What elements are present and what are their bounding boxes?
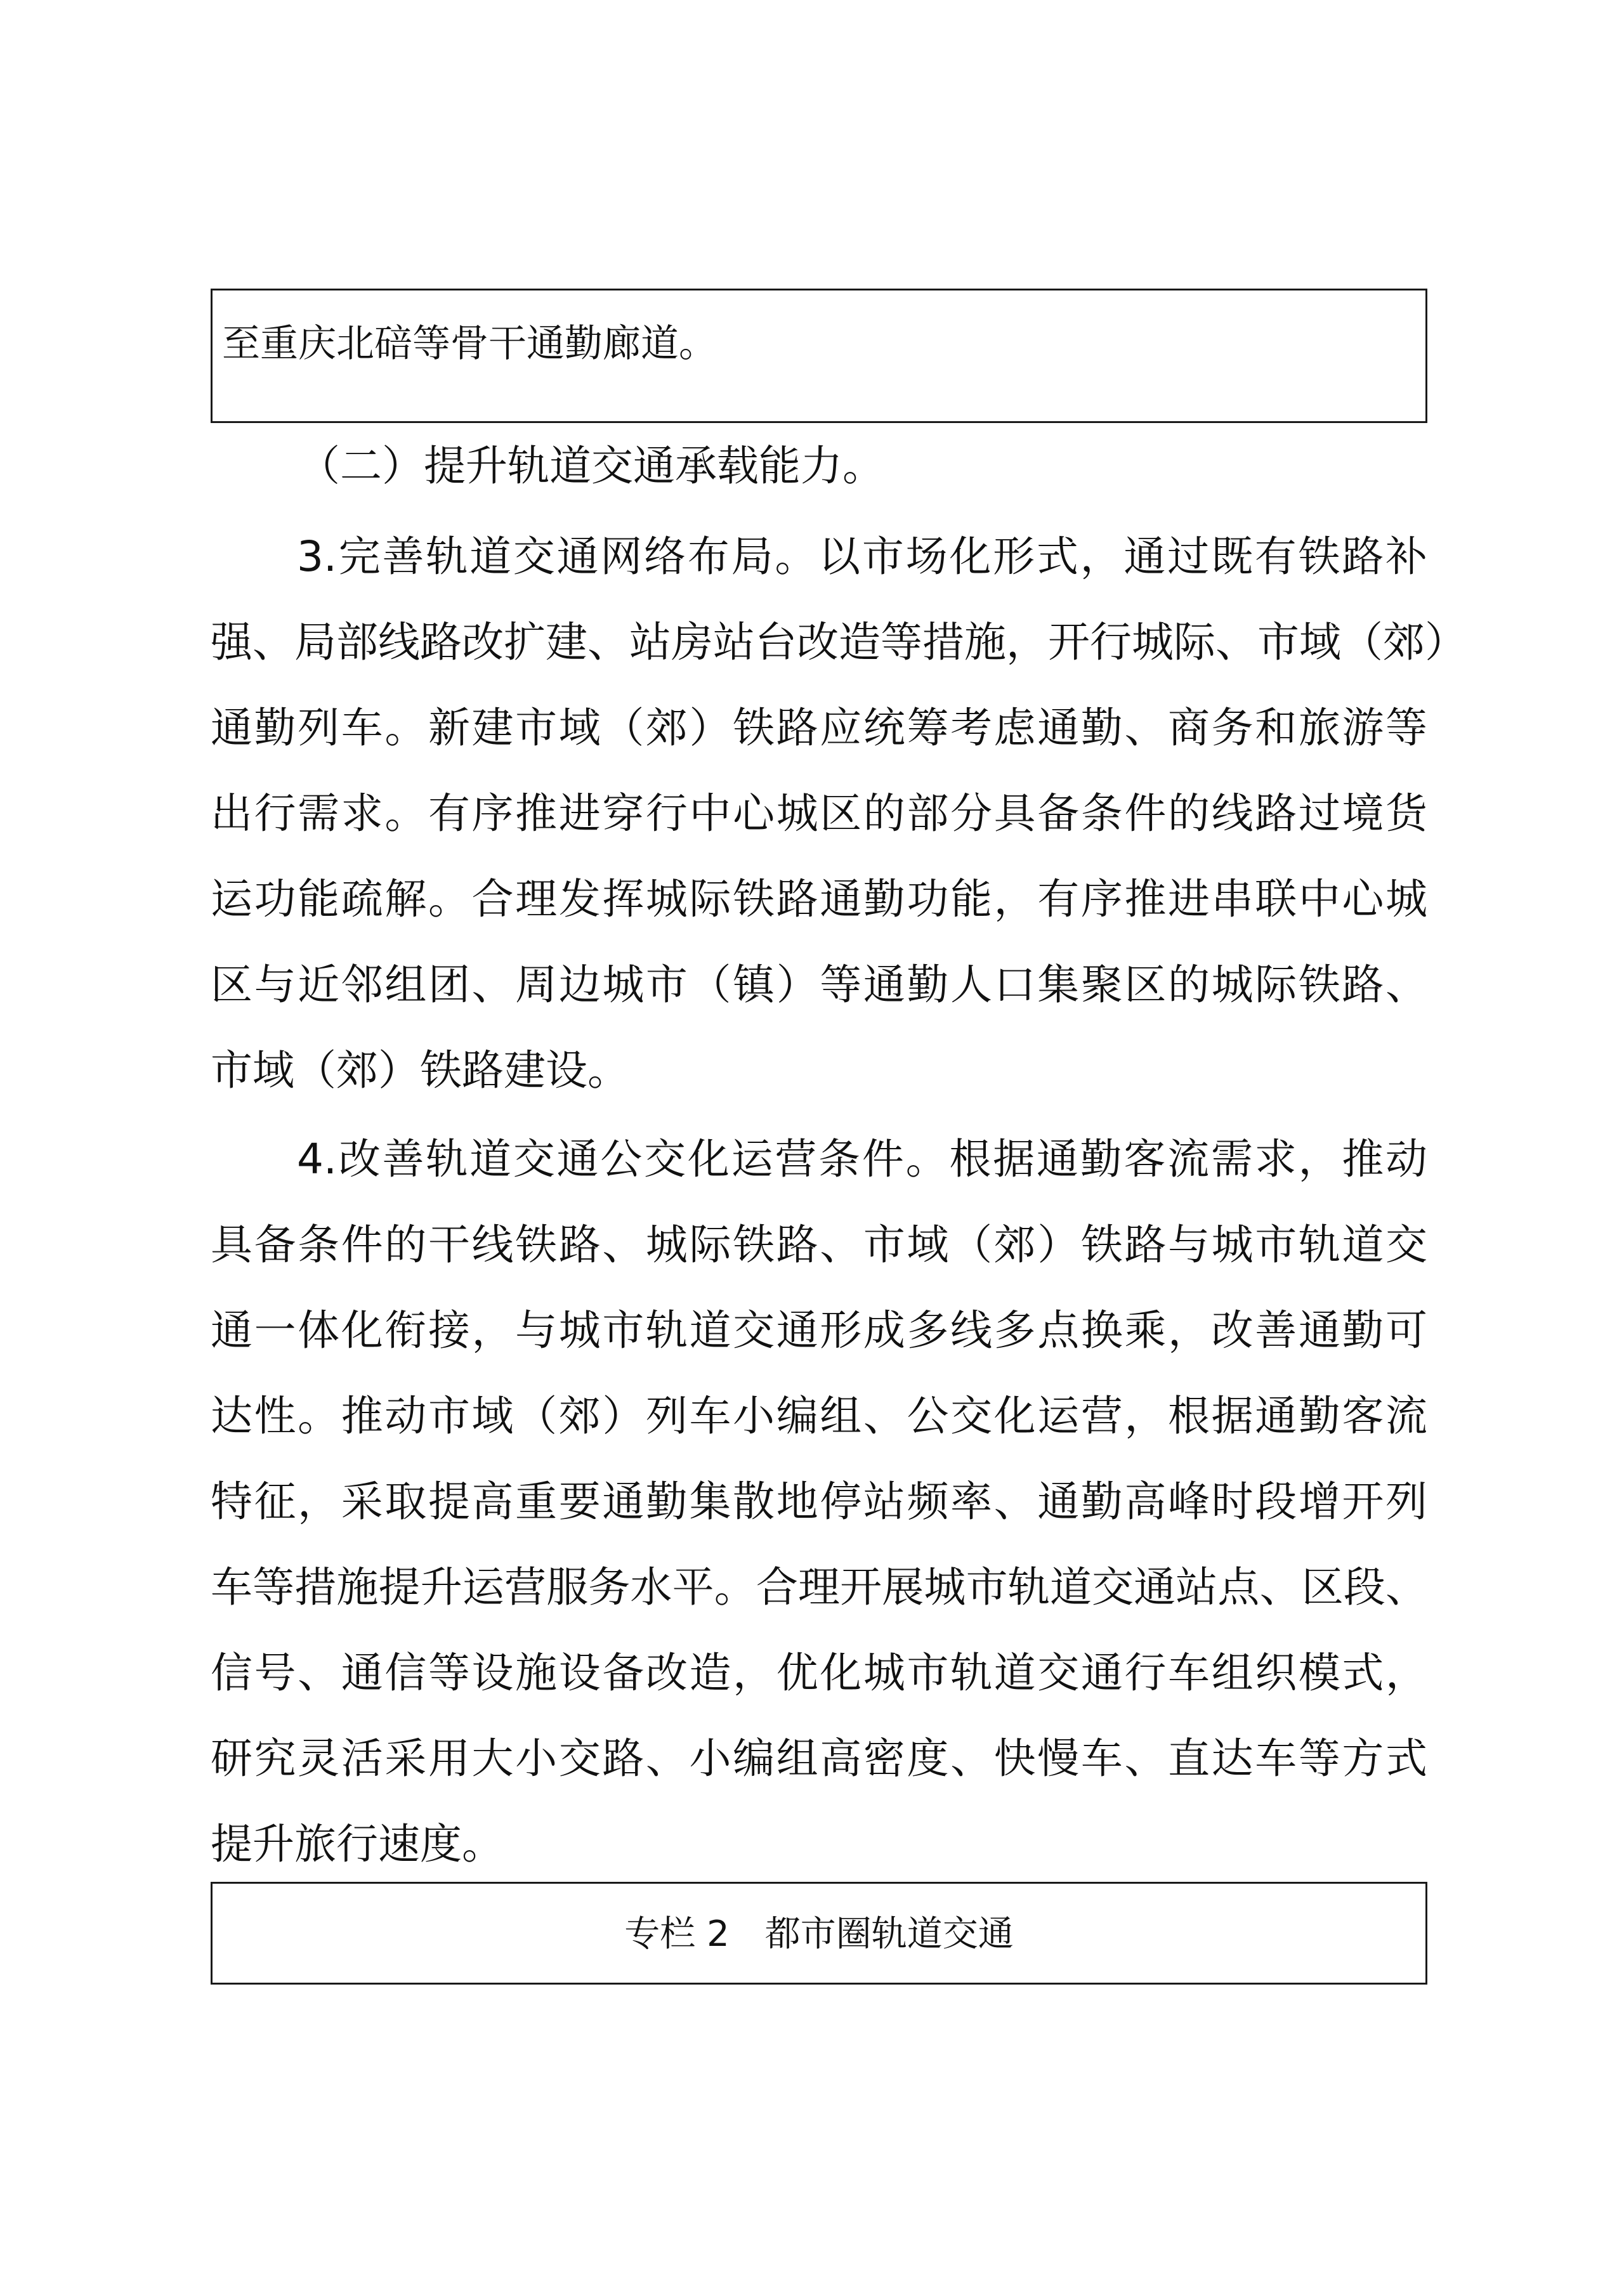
paragraph-line: 研究灵活采用大小交路、小编组高密度、快慢车、直达车等方式 — [211, 1734, 1427, 1783]
paragraph-line: 达性。推动市域（郊）列车小编组、公交化运营，根据通勤客流 — [211, 1392, 1427, 1440]
section-heading: （二）提升轨道交通承载能力。 — [298, 441, 884, 490]
paragraph-line: 强、局部线路改扩建、站房站台改造等措施，开行城际、市域（郊） — [211, 618, 1467, 667]
paragraph-line: 出行需求。有序推进穿行中心城区的部分具备条件的线路过境货 — [211, 789, 1427, 838]
paragraph-line: 信号、通信等设施设备改造，优化城市轨道交通行车组织模式， — [211, 1648, 1427, 1697]
paragraph-3 — [211, 514, 1467, 1113]
paragraph-line: 4.改善轨道交通公交化运营条件。根据通勤客流需求，推动 — [297, 1135, 1427, 1184]
paragraph-line: 通勤列车。新建市域（郊）铁路应统筹考虑通勤、商务和旅游等 — [211, 703, 1427, 752]
column-box-title — [211, 1882, 1427, 1985]
paragraph-line: 运功能疏解。合理发挥城际铁路通勤功能，有序推进串联中心城 — [211, 875, 1427, 923]
paragraph-line: 市域（郊）铁路建设。 — [211, 1046, 629, 1095]
paragraph-line: 提升旅行速度。 — [211, 1820, 504, 1869]
column-box-title-text: 专栏 2 都市圈轨道交通 — [624, 1914, 1014, 1955]
column-box-text: 至重庆北碚等骨干通勤廊道。 — [222, 322, 717, 366]
paragraph-line: 具备条件的干线铁路、城际铁路、市域（郊）铁路与城市轨道交 — [211, 1220, 1427, 1269]
paragraph-line: 3.完善轨道交通网络布局。以市场化形式，通过既有铁路补 — [297, 532, 1427, 581]
paragraph-4 — [211, 1116, 1427, 1887]
paragraph-line: 通一体化衔接，与城市轨道交通形成多线多点换乘，改善通勤可 — [211, 1306, 1427, 1355]
paragraph-line: 车等措施提升运营服务水平。合理开展城市轨道交通站点、区段、 — [211, 1563, 1427, 1612]
column-box-continuation — [211, 289, 1427, 423]
paragraph-line: 特征，采取提高重要通勤集散地停站频率、通勤高峰时段增开列 — [211, 1477, 1427, 1526]
paragraph-line: 区与近邻组团、周边城市（镇）等通勤人口集聚区的城际铁路、 — [211, 960, 1427, 1009]
